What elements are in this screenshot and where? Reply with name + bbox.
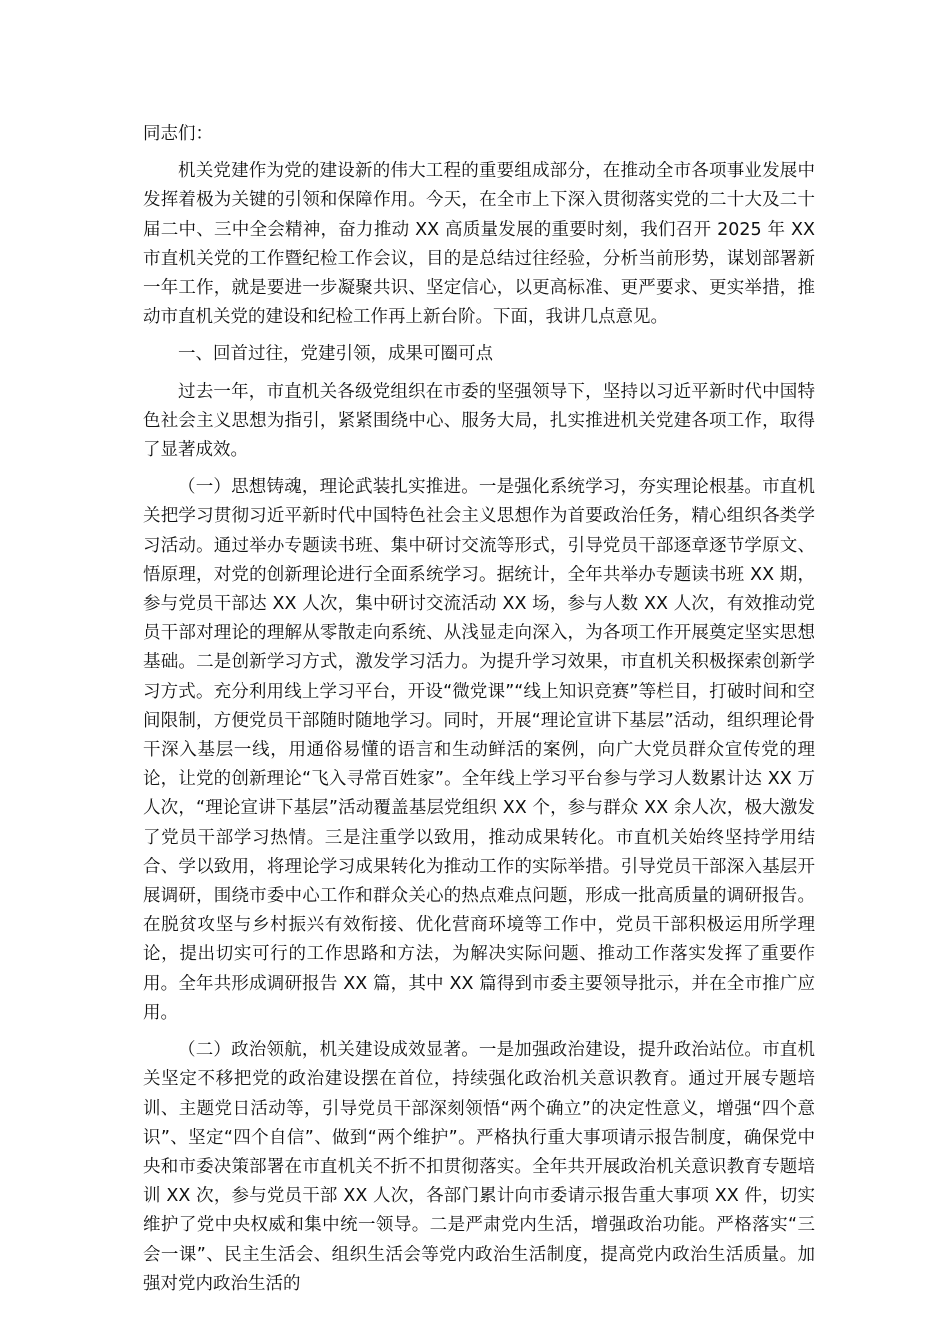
subsection-paragraph-2: （二）政治领航，机关建设成效显著。一是加强政治建设，提升政治站位。市直机关坚定不移把党的政治建设摆在首位，持续强化政治机关意识教育。通过开展专题培训、主题党日活动等，引导党员干部深刻领悟“两个确立”的决定性意义，增强“四个意识”、坚定“四个自信”、做到“两个维护”。严格执行重大事项请示报告制度，确保党中央和市委决策部署在市直机关不折不扣贯彻落实。全年共开展政治机关意识教育专题培训 XX 次，参与党员干部 XX 人次，各部门累计向市委请示报告重大事项 XX 件，切实维护了党中央权威和集中统一领导。二是严肃党内生活，增强政治功能。严格落实“三会一课”、民主生活会、组织生活会等党内政治生活制度，提高党内政治生活质量。加强对党内政治生活的 xyxy=(143,1040,815,1294)
subsection-paragraph-1: （一）思想铸魂，理论武装扎实推进。一是强化系统学习，夯实理论根基。市直机关把学习贯彻习近平新时代中国特色社会主义思想作为首要政治任务，精心组织各类学习活动。通过举办专题读书班、集中研讨交流等形式，引导党员干部逐章逐节学原文、悟原理，对党的创新理论进行全面系统学习。据统计，全年共举办专题读书班 XX 期，参与党员干部达 XX 人次，集中研讨交流活动 XX 场，参与人数 XX 人次，有效推动党员干部对理论的理解从零散走向系统、从浅显走向深入，为各项工作开展奠定坚实思想基础。二是创新学习方式，激发学习活力。为提升学习效果，市直机关积极探索创新学习方式。充分利用线上学习平台，开设“微党课”“线上知识竞赛”等栏目，打破时间和空间限制，方便党员干部随时随地学习。同时，开展“理论宣讲下基层”活动，组织理论骨干深入基层一线，用通俗易懂的语言和生动鲜活的案例，向广大党员群众宣传党的理论，让党的创新理论“飞入寻常百姓家”。全年线上学习平台参与学习人数累计达 XX 万人次，“理论宣讲下基层”活动覆盖基层党组织 XX 个，参与群众 XX 余人次，极大激发了党员干部学习热情。三是注重学以致用，推动成果转化。市直机关始终坚持学用结合、学以致用，将理论学习成果转化为推动工作的实际举措。引导党员干部深入基层开展调研，围绕市委中心工作和群众关心的热点难点问题，形成一批高质量的调研报告。在脱贫攻坚与乡村振兴有效衔接、优化营商环境等工作中，党员干部积极运用所学理论，提出切实可行的工作思路和方法，为解决实际问题、推动工作落实发挥了重要作用。全年共形成调研报告 XX 篇，其中 XX 篇得到市委主要领导批示，并在全市推广应用。 xyxy=(143,477,815,1023)
document-page xyxy=(143,120,815,1307)
summary-paragraph: 过去一年，市直机关各级党组织在市委的坚强领导下，坚持以习近平新时代中国特色社会主义思想为指引，紧紧围绕中心、服务大局，扎实推进机关党建各项工作，取得了显著成效。 xyxy=(143,381,815,461)
section-heading-1: 一、回首过往，党建引领，成果可圈可点 xyxy=(178,344,493,365)
intro-paragraph: 机关党建作为党的建设新的伟大工程的重要组成部分，在推动全市各项事业发展中发挥着极为关键的引领和保障作用。今天，在全市上下深入贯彻落实党的二十大及二十届二中、三中全会精神，奋力推动 XX 高质量发展的重要时刻，我们召开 2025 年 XX 市直机关党的工作暨纪检工作会议，目的是总结过往经验，分析当前形势，谋划部署新一年工作，就是要进一步凝聚共识、坚定信心，以更高标准、更严要求、更实举措，推动市直机关党的建设和纪检工作再上新台阶。下面，我讲几点意见。 xyxy=(143,161,815,328)
salutation: 同志们： xyxy=(143,124,213,144)
